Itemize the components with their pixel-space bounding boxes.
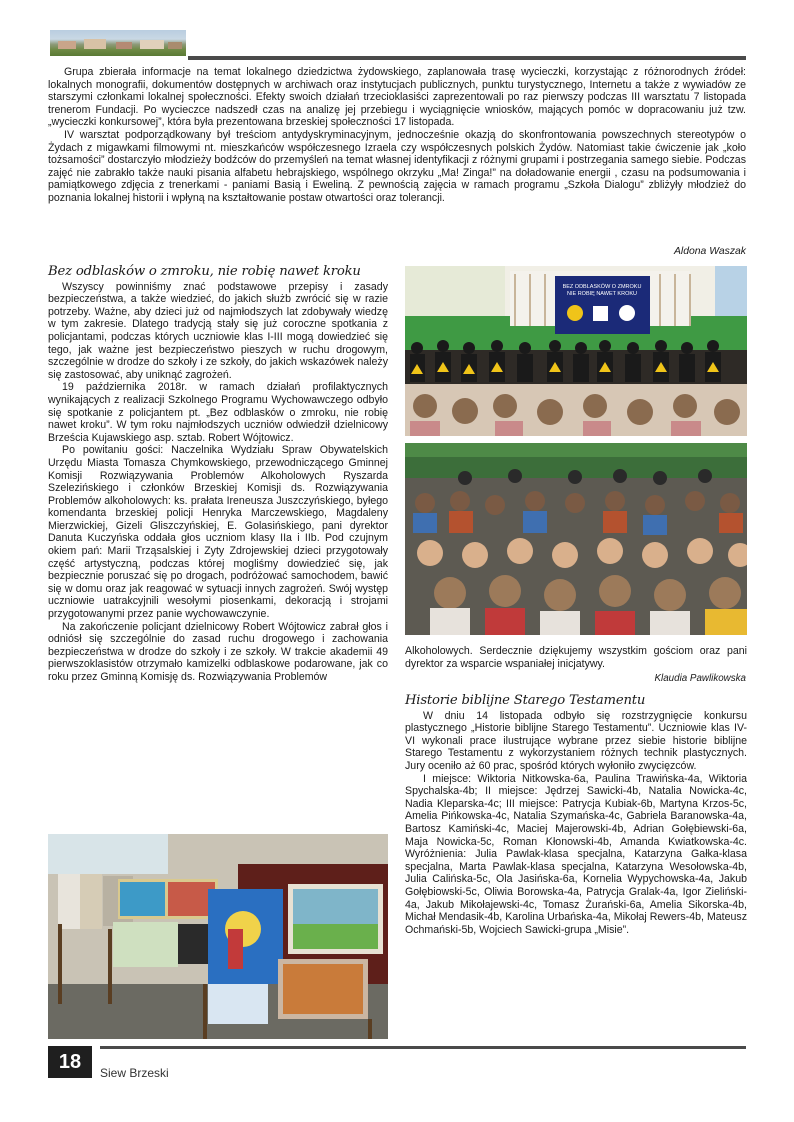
article-biblical-right-column [405, 695, 747, 936]
article1-author: Klaudia Pawlikowska [654, 673, 746, 684]
article2-title: Historie biblijne Starego Testamentu [405, 693, 646, 708]
article2-paragraph-1: W dniu 14 listopada odbyło się rozstrzygnięcie konkursu plastycznego „Historie biblijne Starego Testamentu”. Uczniowie klas IV-VI wykonali prace ilustrujące wybrane przez siebie historie biblijne Starego Testamentu z wykorzystaniem różnych technik plastycznych. Jury oceniło aż 60 prac, spośród których wyłoniło zwycięzców. [405, 709, 747, 772]
top-article-author: Aldona Waszak [673, 246, 746, 257]
article-reflective-left-column [48, 266, 388, 684]
article1-paragraph-1: Wszyscy powinniśmy znać podstawowe przepisy i zasady bezpieczeństwa, a także wiedzieć, do jakich służb zwrócić się w razie potrzeby. Ważne, aby dzieci już od najmłodszych lat zdobywały wiedzę w tym zakresie. Dlatego tradycją stały się już coroczne spotkania z policjantami, podczas których uczniowie klas I-III mogą dowiedzieć się tego, jak ważne jest bezpieczeństwo pieszych w ruchu drogowym, szczególnie w drodze do szkoły i ze szkoły, do jakich wskazówek należy się zastosować, aby uniknąć zagrożeń. [48, 280, 388, 381]
footer-rule [100, 1046, 746, 1049]
photo-art-exhibition [48, 834, 388, 1039]
banner-line-1: BEZ ODBLASKÓW O ZMROKU [562, 284, 642, 290]
header-village-photo [50, 30, 186, 56]
article1-continuation [405, 645, 747, 670]
photo-stage-performance [405, 266, 747, 436]
article1-paragraph-3: Po powitaniu gości: Naczelnika Wydziału Spraw Obywatelskich Urzędu Miasta Tomasza Chymkowskiego, przewodniczącego Gminnej Komisji Rozwiązywania Problemów Alkoholowych Ryszarda Szelezińskiego i członków Brzeskiej Komisji ds. Rozwiązywania Problemów alkoholowych: ks. prałata Ireneusza Juszczyńskiego, byłego komendanta brzeskiej policji Henryka Marczewskiego, Magdaleny Mierzwickiej, Gizeli Gliszczyńskiej, E. Golasińskiego, pani dyrektor Danuta Kuczyńska oddała głos uczniom klasy IIa i IIb. Pod czujnym okiem pań: Marii Trząsalskiej i Zyty Zdrojewskiej dzieci przygotowały część artystyczną, podczas której mogliśmy dowiedzieć się, jak bezpiecznie poruszać się po drogach, podróżować samochodem, bawić się w domu oraz jak reagować w sytuacji innych zagrożeń. Swój występ uczniowie uatrakcyjnili wesołymi piosenkami, dekoracją i strojami przygotowanymi przez panie wychowawczynie. [48, 444, 388, 621]
top-paragraph-1: Grupa zbierała informacje na temat lokalnego dziedzictwa żydowskiego, zaplanowała trasę wycieczki, korzystając z różnorodnych źródeł: lokalnych monografii, dokumentów dostępnych w archiwach oraz instytucjach publicznych, punktu turystycznego, Internetu a także z wywiadów ze starszymi członkami lokalnej społeczności. Efekty swoich działań trzecioklasiści zaprezentowali po raz pierwszy podczas III warsztatu 7 listopada trenerom Fundacji. Po wycieczce nadszedł czas na analizę jej przebiegu i wyciągnięcie wniosków, mających pomóc w dopracowaniu już tzw. „wycieczki konkursowej”, która była prezentowana brzeskiej społeczności 17 listopada. [48, 66, 746, 129]
top-paragraph-2: IV warsztat podporządkowany był treściom antydyskryminacyjnym, jednocześnie okazją do skonfrontowania powszechnych stereotypów o Żydach z migawkami filmowymi nt. mieszkańców współczesnego Izraela czy współczesnych polskich Żydów. Natomiast takie ćwiczenie jak „koło tożsamości” dostarczyło młodzieży bodźców do przemyśleń na temat własnej identyfikacji z różnymi grupami i postrzegania samego siebie. Podczas zajęć nie zabrakło także nauki pisania alfabetu hebrajskiego, wspólnego okrzyku „Ma! Zinga!” na doładowanie energii , czasu na podsumowania i pamiątkowego zdjęcia z trenerkami - paniami Basią i Eweliną. Z pewnością zajęcia w ramach programu „Szkoła Dialogu” zbliżyły młodzież do poznania lokalnej historii i wpłyną na kształtowanie postaw otwartości oraz tolerancji. [48, 128, 746, 204]
article1-paragraph-2: 19 października 2018r. w ramach działań profilaktycznych wynikających z realizacji Szkolnego Programu Wychowawczego odbyło się spotkanie z policjantem pt. „Bez odblasków o zmroku, nie robię nawet kroku”. W tym roku najmłodszych uczniów odwiedził dzielnicowy Brześcia Kujawskiego asp. sztab. Robert Wójtowicz. [48, 381, 388, 444]
banner-line-2: NIE ROBIĘ NAWET KROKU [567, 291, 637, 297]
article1-title: Bez odblasków o zmroku, nie robię nawet kroku [48, 264, 361, 279]
photo-audience-children [405, 443, 747, 635]
page-number: 18 [48, 1046, 92, 1078]
header-rule [188, 56, 746, 60]
article2-paragraph-2: I miejsce: Wiktoria Nitkowska-6a, Paulina Trawińska-4a, Wiktoria Spychalska-4b; II miejsce: Jędrzej Sawicki-4b, Natalia Nowicka-4c, Nadia Kleparska-4c; III miejsce: Patrycja Kubiak-6b, Martyna Krzos-5c, Amelia Pińkowska-4c, Natalia Szymańska-4c, Gabriela Baranowska-4a, Bartosz Kamiński-4c, Maciej Majerowski-4b, Adrian Gołębiewski-6a, Maja Nowicka-5c, Roman Kłonowski-4b, Amanda Kwiatkowska-4c. Wyróżnienia: Julia Pawlak-klasa specjalna, Katarzyna Gałka-klasa specjalna, Marta Pawlak-klasa specjalna, Katarzyna Wesołowska-4b, Julia Calińska-5c, Ola Jasińska-6a, Kornelia Wypychowska-4a, Jakub Gołębiowski-5c, Oliwia Borowska-4a, Patrycja Gralak-4a, Igor Zieliński-4a, Jakub Mikołajewski-4c, Tomasz Żurański-6a, Amelia Sikorska-4b, Michał Mendasik-4b, Karolina Urbańska-4a, Mikołaj Rewers-4b, Mateusz Ochmański-5b, Wojciech Sawicki-grupa „Misie”. [405, 772, 747, 936]
magazine-name: Siew Brzeski [100, 1066, 169, 1080]
article1-paragraph-4: Na zakończenie policjant dzielnicowy Robert Wójtowicz zabrał głos i odniósł się szczególnie do zasad ruchu drogowego i zachowania bezpieczeństwa w drodze do szkoły i ze szkoły. W trakcie akademii 49 pierwszoklasistów otrzymało kamizelki odblaskowe podarowane, jak co roku przez Gminną Komisję ds. Rozwiązywania Problemów [48, 620, 388, 683]
article1-continuation-text: Alkoholowych. Serdecznie dziękujemy wszystkim gościom oraz pani dyrektor za wsparcie wspaniałej inicjatywy. [405, 645, 747, 670]
top-article [48, 66, 746, 205]
